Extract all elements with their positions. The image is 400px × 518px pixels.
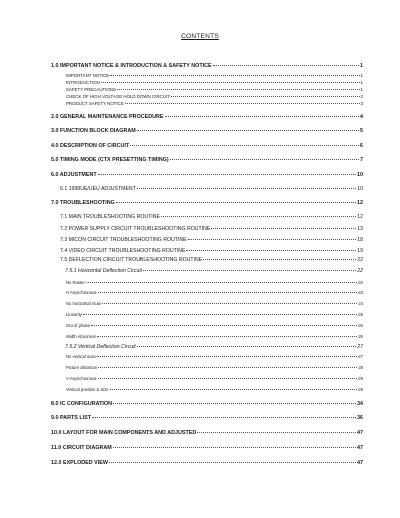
toc-entry: [66, 88, 363, 92]
toc-entry-title: 7.3 MICON CIRCUIT TROUBLESHOOTING ROUTINE: [60, 237, 187, 243]
toc-entry-page-number: 22: [358, 280, 363, 285]
toc-entry-title: 7.5.1 Horizontal Deflection Circuit: [65, 268, 142, 274]
toc-entry: [51, 402, 363, 407]
dot-leader: [83, 314, 358, 315]
toc-entry-page-number: 47: [357, 430, 363, 436]
toc-entry-title: V-Asynchronous: [66, 376, 97, 381]
toc-entry-title: 7.5 DEFLECTION CIRCUIT TROUBLESHOOTING ROUTINE: [60, 257, 203, 263]
toc-entry-title: H Asynchronous: [66, 290, 97, 295]
toc-entry-page-number: 19: [357, 248, 363, 254]
toc-entry-page-number: 22: [357, 268, 363, 274]
toc-entry: [60, 258, 363, 263]
toc-entry-page-number: 18: [357, 237, 363, 243]
dot-leader: [117, 89, 360, 90]
dot-leader: [98, 367, 357, 368]
toc-entry: [66, 366, 363, 370]
dot-leader: [113, 447, 356, 448]
page-title: CONTENTS: [181, 33, 219, 40]
toc-entry-page-number: 1: [360, 63, 363, 69]
toc-entry: [66, 281, 363, 285]
toc-entry: [51, 173, 363, 178]
toc-entry-title: Vertical position & Size: [66, 387, 109, 392]
toc-entry-page-number: 10: [357, 186, 363, 192]
toc-entry-title: 6.1 1998UE/UEU ADJUSTMENT: [60, 186, 136, 192]
toc-entry-title: PRODUCT SAFETY NOTICE: [66, 101, 124, 106]
toc-entry: [60, 227, 363, 232]
toc-entry: [66, 102, 363, 106]
toc-entry: [51, 201, 363, 206]
toc-entry-page-number: 13: [357, 226, 363, 232]
toc-entry: [51, 431, 363, 436]
toc-entry-page-number: 28: [358, 365, 363, 370]
toc-entry: [66, 74, 363, 78]
toc-entry: [60, 238, 363, 243]
dot-leader: [137, 346, 356, 347]
toc-entry: [66, 324, 363, 328]
toc-entry-page-number: 12: [357, 200, 363, 206]
dot-leader: [91, 325, 357, 326]
toc-entry-page-number: 29: [358, 387, 363, 392]
dot-leader: [86, 282, 357, 283]
toc-entry-title: SAFETY PRECAUTIONS: [66, 87, 116, 92]
dot-leader: [98, 378, 358, 379]
toc-entry: [51, 115, 363, 120]
toc-entry: [51, 461, 363, 466]
toc-entry: [66, 313, 363, 317]
toc-entry-page-number: 47: [357, 445, 363, 451]
dot-leader: [211, 228, 356, 229]
dot-leader: [137, 130, 359, 131]
toc-entry-title: Picture distortion: [66, 365, 98, 370]
toc-entry: [66, 377, 363, 381]
dot-leader: [170, 159, 359, 160]
toc-entry: [51, 64, 363, 69]
toc-entry: [51, 158, 363, 163]
dot-leader: [161, 216, 356, 217]
toc-entry-title: 5.0 TIMING MODE (CTX PRESETTING TIMING): [51, 157, 169, 163]
dot-leader: [109, 462, 356, 463]
toc-entry-page-number: 25: [358, 312, 363, 317]
toc-entry-title: 9.0 PARTS LIST: [51, 415, 92, 421]
toc-entry-title: Width Abnormal: [66, 334, 96, 339]
toc-entry-page-number: 1: [360, 87, 363, 92]
toc-entry: [51, 446, 363, 451]
toc-entry-title: Out of phase: [66, 323, 90, 328]
dot-leader: [110, 389, 358, 390]
dot-leader: [102, 303, 357, 304]
toc-entry-title: Linearity: [66, 312, 82, 317]
toc-entry-page-number: 6: [360, 143, 363, 149]
toc-entry-title: 11.0 CIRCUIT DIAGRAM: [51, 445, 112, 451]
toc-entry: [66, 291, 363, 295]
dot-leader: [97, 336, 358, 337]
toc-entry: [60, 249, 363, 254]
dot-leader: [203, 259, 356, 260]
toc-entry-page-number: 1: [360, 80, 363, 85]
toc-entry: [51, 129, 363, 134]
toc-entry-page-number: 26: [358, 334, 363, 339]
toc-entry-page-number: 7: [360, 157, 363, 163]
toc-entry-page-number: 2: [360, 94, 363, 99]
toc-entry-title: No vertical scan: [66, 354, 96, 359]
toc-entry-page-number: 34: [357, 401, 363, 407]
toc-entry: [66, 302, 363, 306]
dot-leader: [110, 75, 359, 76]
dot-leader: [113, 403, 356, 404]
dot-leader: [186, 250, 356, 251]
toc-entry-page-number: 12: [357, 214, 363, 220]
toc-entry-title: No horizontal Scan: [66, 301, 102, 306]
toc-entry: [65, 345, 363, 350]
dot-leader: [125, 103, 360, 104]
toc-entry-page-number: 36: [357, 415, 363, 421]
toc-entry-page-number: 5: [360, 128, 363, 134]
toc-entry-title: INTRODUCTION: [66, 80, 100, 85]
dot-leader: [98, 292, 358, 293]
toc-entry: [66, 95, 363, 99]
toc-entry: [51, 144, 363, 149]
toc-entry-page-number: 29: [358, 376, 363, 381]
toc-entry-title: 7.2 POWER SUPPLY CIRCUIT TROUBLESHOOTING ROUTINE: [60, 226, 211, 232]
toc-entry-title: No Raster: [66, 280, 85, 285]
toc-entry-page-number: 27: [358, 354, 363, 359]
toc-entry: [51, 416, 363, 421]
toc-entry-page-number: 23: [358, 290, 363, 295]
toc-entry-page-number: 10: [357, 172, 363, 178]
toc-entry-title: CHECK OF HIGH VOLTAGE HOLD DOWN CIRCUIT: [66, 94, 170, 99]
toc-entry-page-number: 22: [357, 257, 363, 263]
toc-entry-page-number: 3: [360, 101, 363, 106]
dot-leader: [137, 188, 356, 189]
toc-entry: [60, 215, 363, 220]
dot-leader: [171, 96, 360, 97]
toc-entry: [65, 269, 363, 274]
dot-leader: [197, 432, 356, 433]
toc-entry-title: 7.4 VIDEO CIRCUIT TROUBLESHOOTING ROUTINE: [60, 248, 186, 254]
dot-leader: [92, 417, 356, 418]
dot-leader: [98, 174, 356, 175]
toc-entry: [66, 335, 363, 339]
toc-entry-title: 3.0 FUNCTION BLOCK DIAGRAM: [51, 128, 136, 134]
dot-leader: [165, 116, 359, 117]
toc-entry-title: 7.0 TROUBLESHOOTING: [51, 200, 115, 206]
dot-leader: [130, 145, 359, 146]
dot-leader: [213, 65, 359, 66]
toc-entry: [66, 388, 363, 392]
toc-entry: [66, 355, 363, 359]
toc-entry: [66, 81, 363, 85]
toc-entry-title: 10.0 LAYOUT FOR MAIN COMPONENTS AND ADJUSTED: [51, 430, 197, 436]
toc-entry-title: 1.0 IMPORTANT NOTICE & INTRODUCTION & SAFETY NOTICE: [51, 63, 212, 69]
toc-entry-title: IMPORTANT NOTICE: [66, 73, 110, 78]
dot-leader: [188, 239, 357, 240]
dot-leader: [143, 270, 356, 271]
toc-entry-title: 8.0 IC CONFIGURATION: [51, 401, 112, 407]
toc-entry-title: 12.0 EXPLODED VIEW: [51, 460, 108, 466]
toc-entry-title: 4.0 DESCRIPTION OF CIRCUIT: [51, 143, 130, 149]
dot-leader: [101, 82, 360, 83]
toc-entry-title: 7.1 MAIN TROUBLESHOOTING ROUTINE: [60, 214, 160, 220]
toc-entry: [60, 187, 363, 192]
dot-leader: [116, 202, 356, 203]
toc-entry-page-number: 4: [360, 114, 363, 120]
toc-entry-page-number: 26: [358, 323, 363, 328]
toc-entry-page-number: 47: [357, 460, 363, 466]
toc-entry-title: 7.5.2 Vertical Deflection Circuit: [65, 344, 136, 350]
toc-entry-page-number: 24: [358, 301, 363, 306]
toc-entry-title: 6.0 ADJUSTMENT: [51, 172, 97, 178]
toc-entry-page-number: 27: [357, 344, 363, 350]
dot-leader: [97, 356, 358, 357]
toc-entry-page-number: 1: [360, 73, 363, 78]
toc-entry-title: 2.0 GENERAL MAINTENANCE PROCEDURE: [51, 114, 164, 120]
